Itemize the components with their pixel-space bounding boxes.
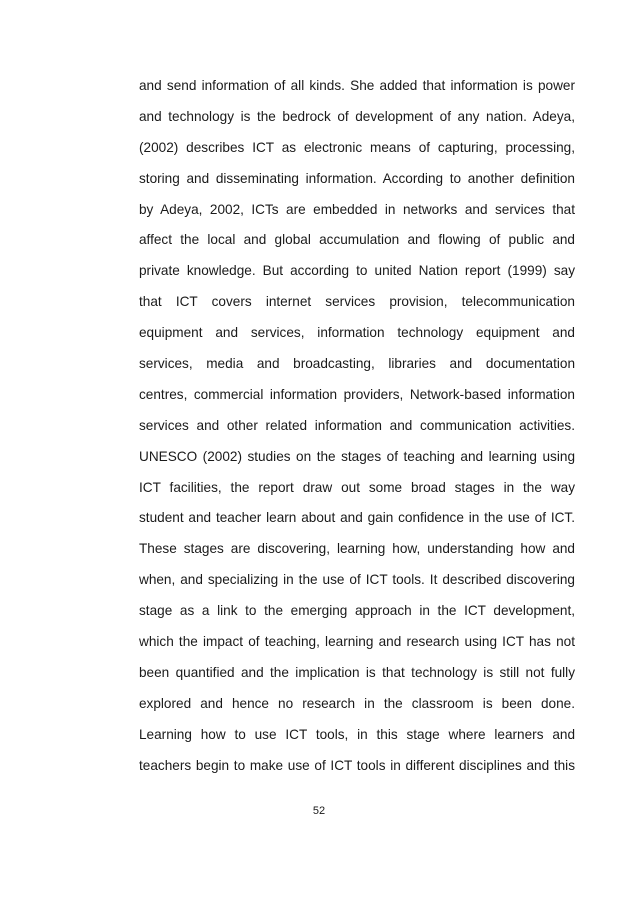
text-line: centres, commercial information providers, Network-based information (139, 386, 575, 402)
text-line: private knowledge. But according to united Nation report (1999) say (139, 263, 575, 279)
text-line: and send information of all kinds. She added that information is power (139, 78, 575, 93)
text-line: These stages are discovering, learning how, understanding how and (139, 541, 575, 557)
text-line: Learning how to use ICT tools, in this stage where learners and (139, 726, 575, 742)
text-line: services and other related information and communication activities. (139, 417, 575, 433)
text-line: when, and specializing in the use of ICT tools. It described discovering (139, 572, 575, 588)
text-line: which the impact of teaching, learning and research using ICT has not (139, 634, 575, 650)
text-line: equipment and services, information technology equipment and (139, 325, 575, 341)
text-line: storing and disseminating information. According to another definition (139, 170, 575, 186)
text-line: UNESCO (2002) studies on the stages of teaching and learning using (139, 448, 575, 464)
text-line: affect the local and global accumulation and flowing of public and (139, 232, 575, 248)
text-line: student and teacher learn about and gain confidence in the use of ICT. (139, 510, 575, 526)
body-text (139, 71, 575, 781)
text-line: ICT facilities, the report draw out some broad stages in the way (139, 479, 575, 495)
text-line: that ICT covers internet services provision, telecommunication (139, 294, 575, 310)
text-line: (2002) describes ICT as electronic means of capturing, processing, (139, 139, 575, 155)
text-line: explored and hence no research in the classroom is been done. (139, 695, 575, 711)
text-line: teachers begin to make use of ICT tools in different disciplines and this (139, 757, 575, 773)
text-line: been quantified and the implication is that technology is still not fully (139, 664, 575, 680)
text-line: services, media and broadcasting, libraries and documentation (139, 356, 575, 372)
text-line: by Adeya, 2002, ICTs are embedded in networks and services that (139, 201, 575, 217)
text-line: and technology is the bedrock of development of any nation. Adeya, (139, 108, 575, 124)
text-line: stage as a link to the emerging approach in the ICT development, (139, 603, 575, 619)
page-number: 52 (312, 805, 326, 817)
